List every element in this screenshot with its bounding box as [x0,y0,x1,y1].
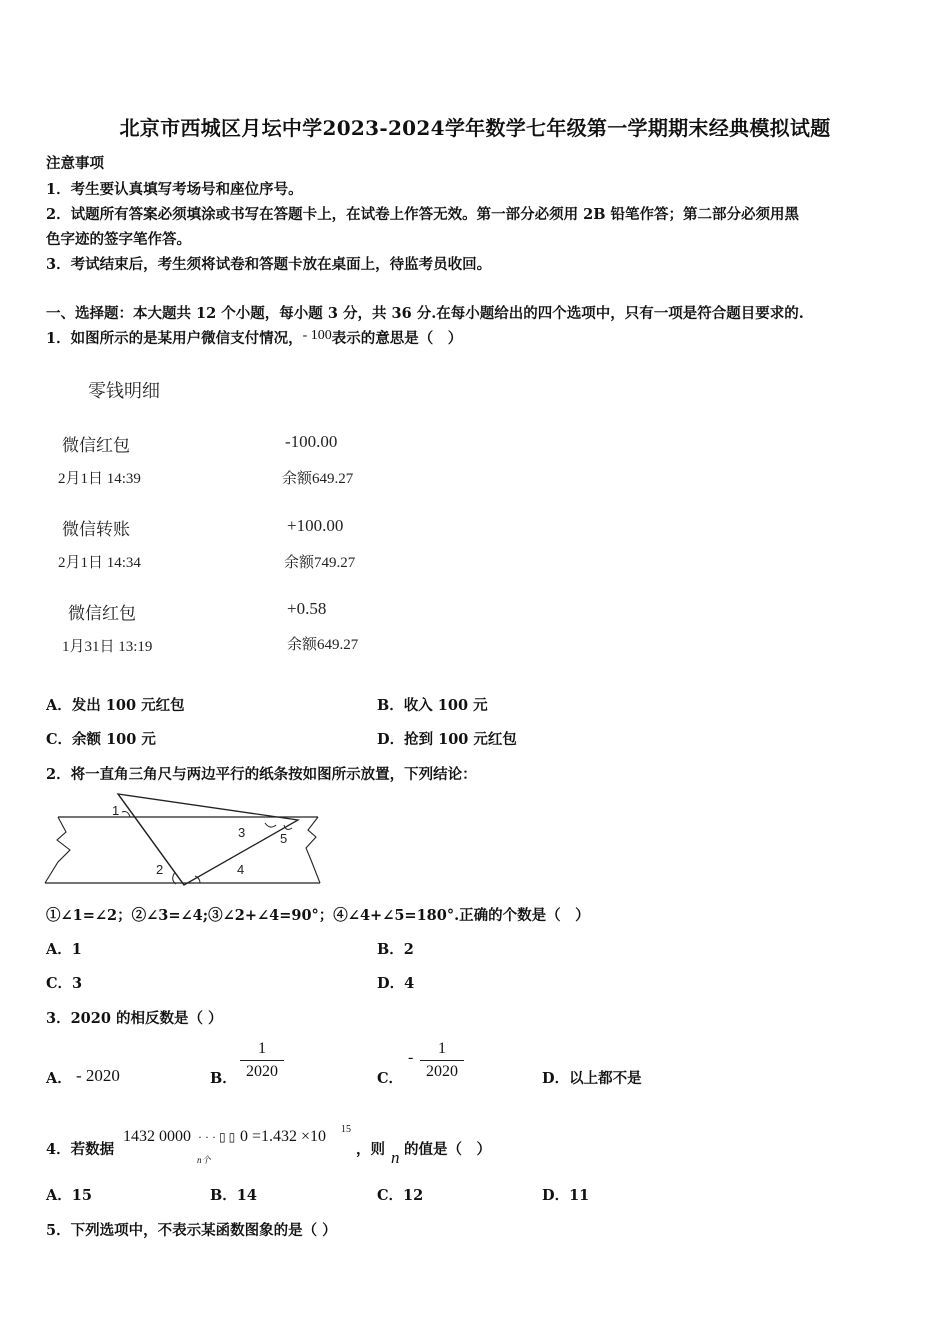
angle-label-2: 2 [156,862,164,877]
q4-option-a: A．15 [46,1187,92,1204]
q2-option-b: B．2 [377,941,414,958]
q2-triangle-figure [40,790,330,890]
q1-stem [46,327,462,348]
q2-option-c: C．3 [46,975,83,992]
fraction-denominator: 2020 [426,1063,458,1080]
q2-option-a: A．1 [46,941,82,958]
record-amount: +100.00 [287,516,344,535]
angle-label-5: 5 [280,831,288,846]
record-name: 微信红包 [62,436,130,455]
section-heading: 一、选择题：本大题共 12 个小题，每小题 3 分，共 36 分.在每小题给出的四个选项中，只有一项是符合题目要求的. [46,305,804,322]
angle-label-1: 1 [112,803,120,818]
q1-stem-text-b: 表示的意思是（ ） [331,330,463,347]
q5-stem: 5．下列选项中，不表示某函数图象的是（ ） [46,1222,337,1239]
notice-item: 2．试题所有答案必须填涂或书写在答题卡上，在试卷上作答无效。第一部分必须用 2B 铅笔作答；第二部分必须用黑 [46,206,800,223]
record-name: 微信红包 [68,604,136,623]
q3-option-a-label: A． [46,1070,72,1087]
fraction-denominator: 2020 [246,1063,278,1080]
q4-stem-a: 4．若数据 [46,1141,115,1158]
q2-stem: 2．将一直角三角尺与两边平行的纸条按如图所示放置，下列结论： [46,766,477,783]
page-title: 北京市西城区月坛中学2023-2024学年数学七年级第一学期期末经典模拟试题 [119,116,831,140]
q4-option-b: B．14 [210,1187,257,1204]
record-balance: 余额749.27 [284,555,356,571]
q3-option-a-value: - 2020 [76,1066,120,1085]
q4-option-d: D．11 [542,1187,590,1204]
notice-item: 3．考试结束后，考生须将试卷和答题卡放在桌面上，待监考员收回。 [46,256,492,273]
angle-label-3: 3 [238,825,246,840]
q1-option-b: B．收入 100 元 [377,697,488,714]
strip-left-zigzag [45,817,70,883]
q4-stem-c: 的值是（ ） [404,1141,491,1158]
q3-stem: 3．2020 的相反数是（ ） [46,1010,223,1027]
notice-heading: 注意事项 [46,155,104,172]
q1-stem-text: 1．如图所示的是某用户微信支付情况， [46,330,303,347]
record-name: 微信转账 [62,520,130,539]
q2-option-d: D．4 [377,975,415,992]
record-amount: -100.00 [285,432,338,451]
record-amount: +0.58 [287,599,327,618]
q1-math: - 100 [302,328,332,343]
fraction-numerator: 1 [240,1040,284,1061]
q1-option-c: C．余额 100 元 [46,731,156,748]
record-balance: 余额649.27 [287,637,359,653]
notice-item: 色字迹的签字笔作答。 [46,231,191,248]
q3-option-c-fraction [420,1040,464,1081]
set-square-triangle [118,794,298,885]
notice-item: 1．考生要认真填写考场号和座位序号。 [46,181,303,198]
q3-option-d: D．以上都不是 [542,1070,642,1087]
q4-math-dots: · · · ▯ ▯ [198,1130,236,1144]
strip-right-zigzag [306,817,320,883]
angle-label-4: 4 [237,862,245,877]
q3-option-b-fraction [240,1040,284,1081]
q4-math-left: 1432 0000 [123,1128,191,1145]
q4-stem-b: ，则 [356,1141,385,1158]
q4-option-c: C．12 [377,1187,424,1204]
q4-math-right: 0 =1.432 ×10 [240,1128,327,1145]
q2-conclusions: ①∠1=∠2；②∠3=∠4;③∠2+∠4=90°；④∠4+∠5=180°.正确的个数是（ ） [46,907,590,924]
q3-option-b-label: B． [210,1070,237,1087]
fraction-numerator: 1 [420,1040,464,1061]
record-time: 2月1日 14:39 [58,471,141,487]
q4-variable: n [391,1148,400,1167]
q3-option-c-label: C． [377,1070,404,1087]
q1-option-d: D．抢到 100 元红包 [377,731,517,748]
record-time: 1月31日 13:19 [62,639,153,655]
record-time: 2月1日 14:34 [58,555,141,571]
q3-option-c-sign: - [408,1049,414,1066]
record-balance: 余额649.27 [282,471,354,487]
q4-math-exponent: 15 [341,1124,351,1135]
wallet-heading: 零钱明细 [88,381,160,401]
q1-option-a: A．发出 100 元红包 [46,697,185,714]
q4-math-underbrace-label: n个 [197,1155,211,1165]
